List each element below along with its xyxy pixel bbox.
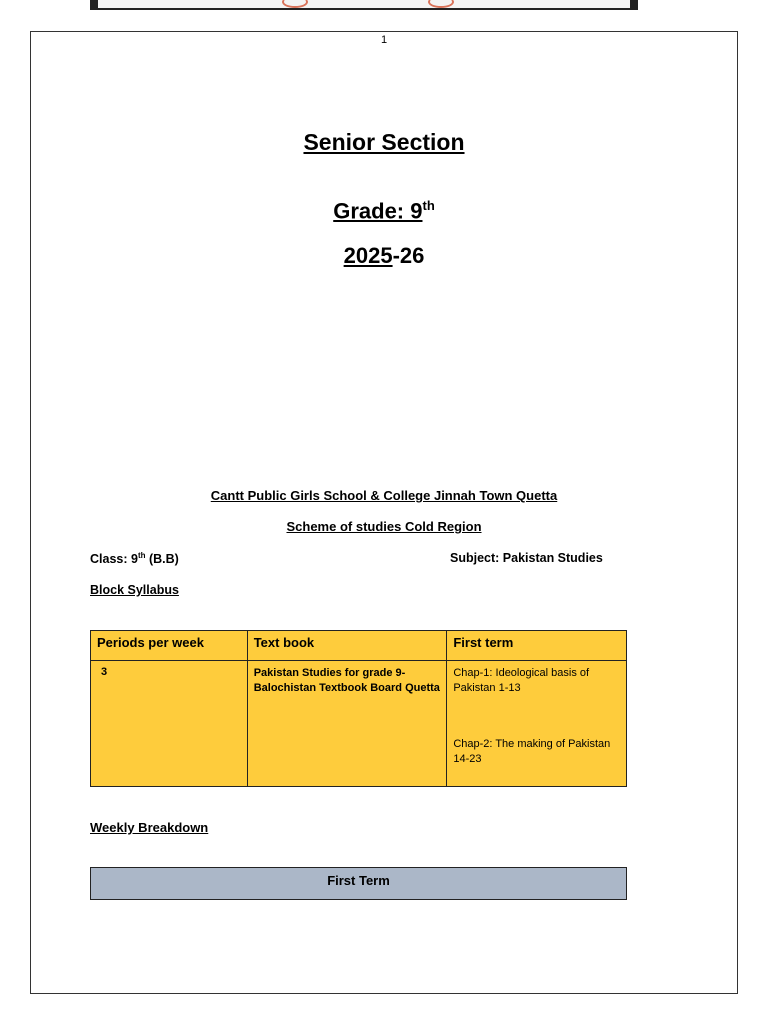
page-title: Senior Section (303, 129, 465, 155)
banner-ornament-left (282, 0, 308, 8)
cell-periods: 3 (91, 661, 248, 787)
header-periods: Periods per week (91, 631, 248, 661)
year-end: -26 (392, 243, 425, 268)
chapter-1: Chap-1: Ideological basis of Pakistan 1-13 (453, 667, 590, 694)
class-superscript: th (137, 551, 146, 560)
syllabus-table (90, 630, 627, 787)
banner-corner-right (630, 0, 638, 8)
class-suffix: (B.B) (145, 552, 179, 567)
table-header-row (91, 631, 627, 661)
header-banner-strip (90, 0, 638, 10)
document-page (30, 31, 738, 994)
year-start: 2025 (343, 243, 393, 268)
class-info (90, 551, 179, 566)
block-syllabus-heading: Block Syllabus (90, 583, 179, 597)
header-textbook: Text book (247, 631, 447, 661)
cell-textbook: Pakistan Studies for grade 9-Balochistan Textbook Board Quetta (247, 661, 447, 787)
page-number: 1 (380, 34, 388, 46)
year-heading (31, 243, 737, 269)
weekly-breakdown-heading: Weekly Breakdown (90, 820, 209, 835)
class-label: Class: 9 (90, 552, 138, 567)
grade-label: Grade: 9 (333, 198, 423, 224)
table-row (91, 661, 627, 787)
chapter-2: Chap-2: The making of Pakistan 14-23 (453, 738, 611, 765)
grade-superscript: th (422, 198, 435, 213)
cell-chapters (447, 661, 627, 787)
scheme-title: Scheme of studies Cold Region (286, 519, 482, 534)
school-name: Cantt Public Girls School & College Jinnah Town Quetta (210, 488, 558, 503)
subject-label: Subject: Pakistan Studies (450, 551, 603, 565)
grade-heading (31, 198, 737, 224)
header-first-term: First term (447, 631, 627, 661)
banner-ornament-right (428, 0, 454, 8)
banner-corner-left (90, 0, 98, 8)
first-term-header: First Term (90, 867, 627, 900)
